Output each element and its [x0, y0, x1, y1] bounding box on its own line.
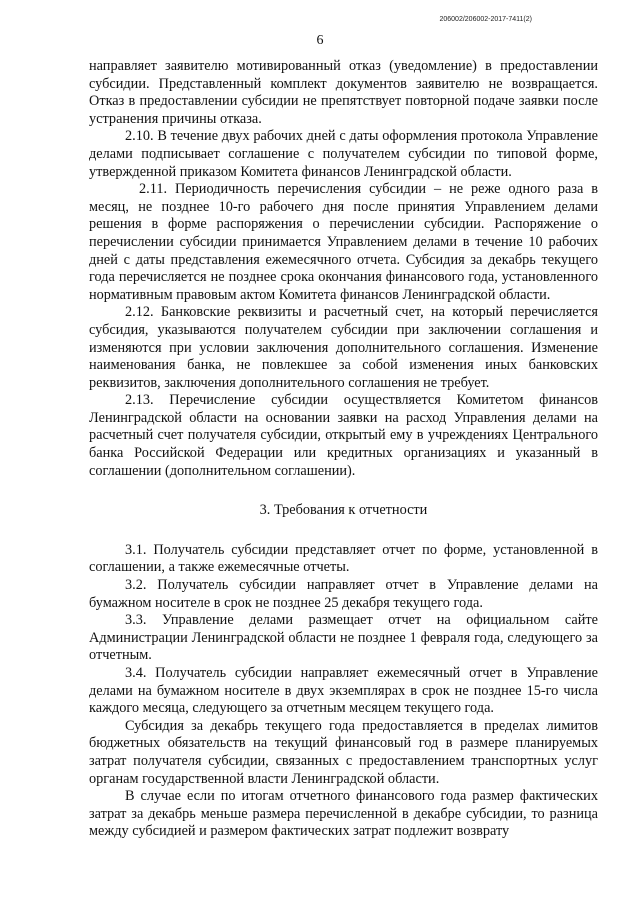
section-3-title: 3. Требования к отчетности: [259, 502, 428, 519]
page-number: 6: [316, 33, 324, 48]
paragraph-2-13: 2.13. Перечисление субсидии осуществляется Комитетом финансов Ленинградской области на основании заявки на расход Управления делами на расчетный счет получателя субсидии, открытый ему в учреждениях Центрального банка Российской Федерации или кредитных организациях и указанный в соглашении (дополнительном соглашении).: [89, 392, 598, 479]
paragraph-2-10: 2.10. В течение двух рабочих дней с даты оформления протокола Управление делами подписывает соглашение с получателем субсидии по типовой форме, утвержденной приказом Комитета финансов Ленинградской области.: [89, 128, 598, 180]
paragraph-3-3: 3.3. Управление делами размещает отчет на официальном сайте Администрации Ленинградской области не позднее 1 февраля года, следующего за отчетным.: [89, 612, 598, 664]
paragraph-refusal-notice: направляет заявителю мотивированный отказ (уведомление) в предоставлении субсидии. Представленный комплект документов заявителю не возвращается. Отказ в предоставлении субсидии не препятствует повторной подаче заявки после устранения причины отказа.: [89, 58, 598, 127]
document-id: 206002/206002-2017-7411(2): [439, 16, 532, 23]
document-body: [89, 58, 598, 841]
paragraph-3-2: 3.2. Получатель субсидии направляет отчет в Управление делами на бумажном носителе в срок не позднее 25 декабря текущего года.: [89, 577, 598, 611]
paragraph-subsidy-december: Субсидия за декабрь текущего года предоставляется в пределах лимитов бюджетных обязательств на текущий финансовый год в размере планируемых затрат получателя субсидии, связанных с предоставлением транспортных услуг органам государственной власти Ленинградской области.: [89, 717, 598, 787]
paragraph-2-12: 2.12. Банковские реквизиты и расчетный счет, на который перечисляется субсидия, указываются получателем субсидии при заключении соглашения и изменяются при условии заключения дополнительного соглашения. Изменение наименования банка, не повлекшее за собой изменения иных банковских реквизитов, заключения дополнительного соглашения не требует.: [89, 304, 598, 391]
paragraph-2-11: 2.11. Периодичность перечисления субсидии – не реже одного раза в месяц, не позднее 10-го рабочего дня после принятия Управлением делами решения в форме распоряжения о перечислении субсидии. Распоряжение о перечислении субсидии принимается Управлением делами в течение 10 рабочих дней с даты представления ежемесячного отчета. Субсидия за декабрь текущего года перечисляется не позднее срока окончания финансового года, установленного нормативным правовым актом Комитета финансов Ленинградской области.: [89, 181, 598, 303]
paragraph-3-1: 3.1. Получатель субсидии представляет отчет по форме, установленной в соглашении, а также ежемесячные отчеты.: [89, 541, 598, 576]
paragraph-3-4: 3.4. Получатель субсидии направляет ежемесячный отчет в Управление делами на бумажном носителе в двух экземплярах в срок не позднее 15-го числа каждого месяца, следующего за отчетным месяцем текущего года.: [89, 665, 598, 717]
paragraph-refund-condition: В случае если по итогам отчетного финансового года размер фактических затрат за декабрь меньше размера перечисленной в декабре субсидии, то разница между субсидией и размером фактических затрат подлежит возврату: [89, 788, 598, 840]
